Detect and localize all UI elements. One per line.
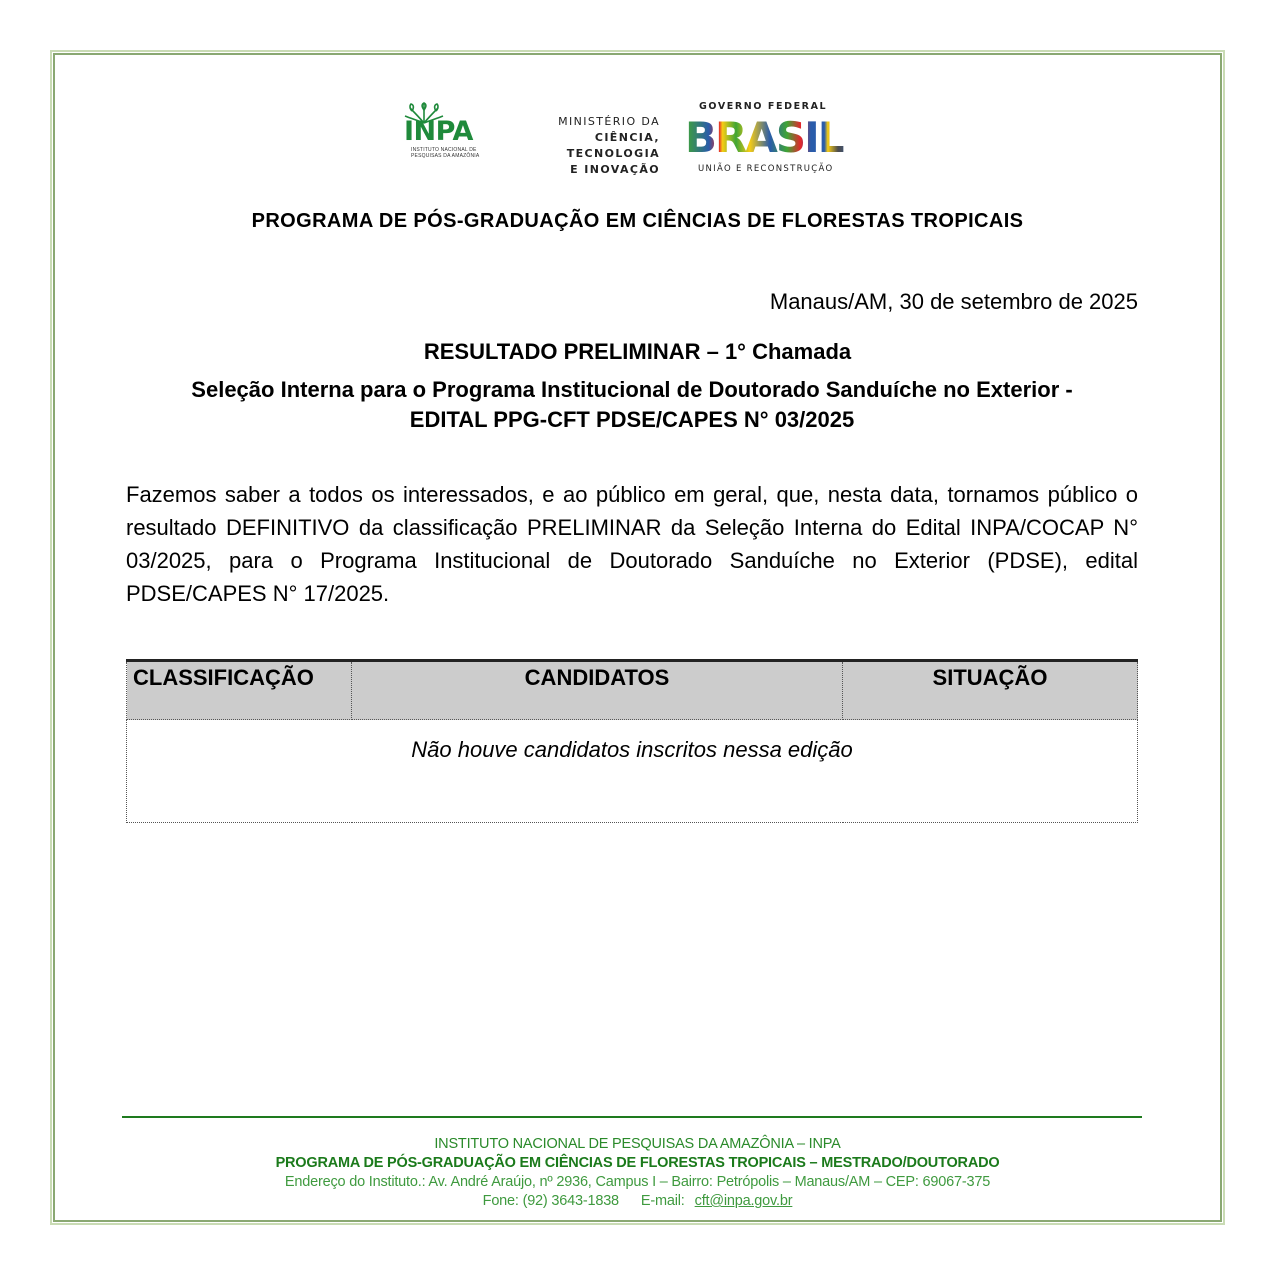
column-header-candidatos: CANDIDATOS: [352, 661, 843, 720]
footer-email-label: E-mail:: [640, 1193, 685, 1209]
ministry-line1: MINISTÉRIO DA: [558, 115, 660, 128]
table-header-row: [127, 661, 1138, 720]
column-header-situacao: SITUAÇÃO: [843, 661, 1138, 720]
footer-email-link[interactable]: cft@inpa.gov.br: [694, 1193, 793, 1209]
gov-logo-bottom: UNIÃO E RECONSTRUÇÃO: [698, 164, 834, 174]
inpa-subtitle-line2: PESQUISAS DA AMAZÔNIA: [411, 153, 480, 159]
table-row: [127, 720, 1138, 823]
inpa-wordmark: INPA: [404, 116, 473, 147]
program-title: PROGRAMA DE PÓS-GRADUAÇÃO EM CIÊNCIAS DE FLORESTAS TROPICAIS: [251, 210, 1024, 232]
edital-title: [126, 375, 1138, 435]
footer-program: PROGRAMA DE PÓS-GRADUAÇÃO EM CIÊNCIAS DE FLORESTAS TROPICAIS – MESTRADO/DOUTORADO: [275, 1155, 1000, 1171]
edital-title-line2: EDITAL PPG-CFT PDSE/CAPES N° 03/2025: [409, 407, 855, 432]
inpa-subtitle: [411, 147, 479, 159]
footer-phone: Fone: (92) 3643-1838: [482, 1193, 619, 1209]
inpa-logo: [390, 102, 480, 162]
governo-federal-logo: [685, 98, 855, 183]
footer-divider: [122, 1116, 1142, 1118]
results-table: [126, 659, 1138, 823]
header-logos: [385, 98, 865, 183]
gov-logo-top: GOVERNO FEDERAL: [699, 101, 828, 112]
edital-title-line1: Seleção Interna para o Programa Institucional de Doutorado Sanduíche no Exterior -: [191, 377, 1073, 402]
footer-contact: [0, 1192, 1275, 1211]
body-paragraph: Fazemos saber a todos os interessados, e ao público em geral, que, nesta data, tornamos público o resultado DEFINITIVO da classificação PRELIMINAR da Seleção Interna do Edital INPA/COCAP N° 03/2025, para o Programa Institucional de Doutorado Sanduíche no Exterior (PDSE), edital PDSE/CAPES N° 17/2025.: [126, 482, 1138, 606]
date-line: Manaus/AM, 30 de setembro de 2025: [769, 289, 1138, 314]
result-title: RESULTADO PRELIMINAR – 1° Chamada: [423, 339, 852, 364]
ministry-line2: CIÊNCIA, TECNOLOGIA: [566, 131, 660, 160]
footer-address: Endereço do Instituto.: Av. André Araújo, nº 2936, Campus I – Bairro: Petrópolis – Manaus/AM – CEP: 69067-375: [284, 1174, 991, 1190]
footer: [0, 1135, 1275, 1211]
ministry-line3: E INOVAÇÃO: [570, 163, 660, 176]
footer-institute: INSTITUTO NACIONAL DE PESQUISAS DA AMAZÔNIA – INPA: [434, 1136, 841, 1152]
empty-table-message: Não houve candidatos inscritos nessa edição: [127, 720, 1138, 823]
inpa-subtitle-line1: INSTITUTO NACIONAL DE: [411, 147, 477, 153]
brasil-wordmark: BRASIL: [685, 116, 855, 160]
ministry-logo: [503, 114, 660, 178]
column-header-classificacao: CLASSIFICAÇÃO: [127, 661, 352, 720]
